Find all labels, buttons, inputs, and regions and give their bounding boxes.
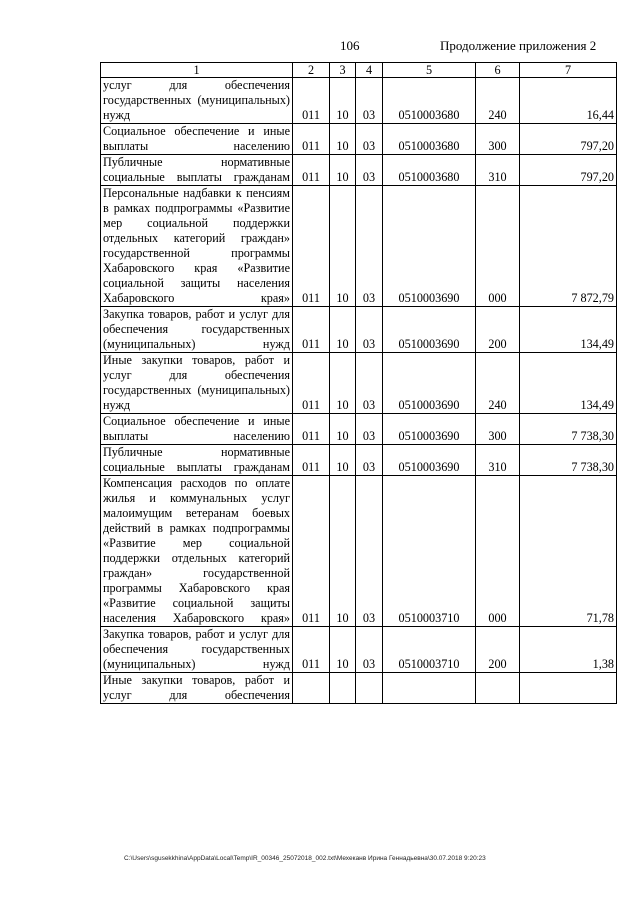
row-target-article: 0510003680 [383, 155, 476, 186]
table-row [101, 353, 617, 414]
row-target-article: 0510003690 [383, 414, 476, 445]
column-header: 7 [520, 63, 617, 78]
row-subsection: 03 [356, 155, 383, 186]
row-expense-type: 240 [476, 353, 520, 414]
row-section: 10 [330, 414, 356, 445]
table-row [101, 124, 617, 155]
row-subsection: 03 [356, 627, 383, 673]
table-row [101, 627, 617, 673]
column-header: 6 [476, 63, 520, 78]
table-row [101, 186, 617, 307]
row-expense-type: 000 [476, 476, 520, 627]
row-amount: 134,49 [520, 353, 617, 414]
row-code: 011 [293, 307, 330, 353]
row-code: 011 [293, 124, 330, 155]
row-subsection: 03 [356, 307, 383, 353]
row-section: 10 [330, 124, 356, 155]
row-amount: 16,44 [520, 78, 617, 124]
row-code: 011 [293, 186, 330, 307]
row-amount: 134,49 [520, 307, 617, 353]
column-header: 1 [101, 63, 293, 78]
table-row [101, 414, 617, 445]
row-name: услуг для обеспечения государственных (муниципальных) нужд [101, 78, 293, 124]
row-section: 10 [330, 627, 356, 673]
row-target-article: 0510003680 [383, 78, 476, 124]
row-section: 10 [330, 476, 356, 627]
row-code: 011 [293, 155, 330, 186]
row-name: Иные закупки товаров, работ и услуг для обеспечения государственных (муниципальных) нужд [101, 353, 293, 414]
table-row [101, 307, 617, 353]
row-target-article: 0510003710 [383, 627, 476, 673]
row-subsection: 03 [356, 414, 383, 445]
row-code [293, 673, 330, 704]
row-target-article: 0510003690 [383, 307, 476, 353]
row-name: Закупка товаров, работ и услуг для обеспечения государственных (муниципальных) нужд [101, 307, 293, 353]
row-subsection: 03 [356, 78, 383, 124]
column-header: 5 [383, 63, 476, 78]
row-target-article: 0510003690 [383, 186, 476, 307]
row-code: 011 [293, 476, 330, 627]
row-subsection: 03 [356, 476, 383, 627]
row-section: 10 [330, 307, 356, 353]
row-expense-type: 300 [476, 414, 520, 445]
row-code: 011 [293, 445, 330, 476]
page-number: 106 [340, 38, 360, 53]
row-code: 011 [293, 78, 330, 124]
row-subsection: 03 [356, 186, 383, 307]
row-code: 011 [293, 414, 330, 445]
row-subsection: 03 [356, 353, 383, 414]
row-expense-type [476, 673, 520, 704]
row-expense-type: 240 [476, 78, 520, 124]
row-subsection: 03 [356, 124, 383, 155]
row-name: Компенсация расходов по оплате жилья и коммунальных услуг малоимущим ветеранам боевых действий в рамках подпрограммы «Развитие мер социальной поддержки отдельных категорий граждан» государственной программы Хабаровского края «Развитие социальной защиты населения Хабаровского края» [101, 476, 293, 627]
row-expense-type: 310 [476, 445, 520, 476]
row-code: 011 [293, 353, 330, 414]
table-row [101, 78, 617, 124]
header-row [101, 63, 617, 78]
row-amount: 797,20 [520, 155, 617, 186]
row-name: Публичные нормативные социальные выплаты гражданам [101, 155, 293, 186]
column-header: 4 [356, 63, 383, 78]
footer-file-path: C:\Users\sgusekkhina\AppData\Local\Temp\IR_00346_25072018_002.txt\Мехеканв Ирина Геннадьевна\30.07.2018 9:20:23 [124, 855, 486, 862]
row-expense-type: 200 [476, 307, 520, 353]
row-target-article [383, 673, 476, 704]
row-amount: 7 738,30 [520, 414, 617, 445]
row-section: 10 [330, 186, 356, 307]
row-expense-type: 310 [476, 155, 520, 186]
row-name: Социальное обеспечение и иные выплаты населению [101, 414, 293, 445]
row-name: Социальное обеспечение и иные выплаты населению [101, 124, 293, 155]
row-section: 10 [330, 155, 356, 186]
row-target-article: 0510003690 [383, 445, 476, 476]
row-amount: 1,38 [520, 627, 617, 673]
row-amount: 7 738,30 [520, 445, 617, 476]
row-name: Иные закупки товаров, работ и услуг для обеспечения [101, 673, 293, 704]
table-row [101, 476, 617, 627]
row-expense-type: 000 [476, 186, 520, 307]
row-amount: 7 872,79 [520, 186, 617, 307]
row-amount: 71,78 [520, 476, 617, 627]
row-target-article: 0510003680 [383, 124, 476, 155]
row-subsection [356, 673, 383, 704]
column-header: 2 [293, 63, 330, 78]
row-expense-type: 300 [476, 124, 520, 155]
table-row [101, 155, 617, 186]
row-target-article: 0510003710 [383, 476, 476, 627]
table-row [101, 673, 617, 704]
continuation-label: Продолжение приложения 2 [440, 38, 597, 53]
row-section: 10 [330, 445, 356, 476]
table-row [101, 445, 617, 476]
row-expense-type: 200 [476, 627, 520, 673]
row-section [330, 673, 356, 704]
column-header: 3 [330, 63, 356, 78]
row-name: Закупка товаров, работ и услуг для обеспечения государственных (муниципальных) нужд [101, 627, 293, 673]
row-amount [520, 673, 617, 704]
row-name: Персональные надбавки к пенсиям в рамках подпрограммы «Развитие мер социальной поддержки отдельных категорий граждан» государственной программы Хабаровского края «Развитие социальной защиты населения Хабаровского края» [101, 186, 293, 307]
row-target-article: 0510003690 [383, 353, 476, 414]
row-amount: 797,20 [520, 124, 617, 155]
budget-table [100, 62, 617, 704]
row-code: 011 [293, 627, 330, 673]
row-name: Публичные нормативные социальные выплаты гражданам [101, 445, 293, 476]
row-section: 10 [330, 353, 356, 414]
row-section: 10 [330, 78, 356, 124]
row-subsection: 03 [356, 445, 383, 476]
